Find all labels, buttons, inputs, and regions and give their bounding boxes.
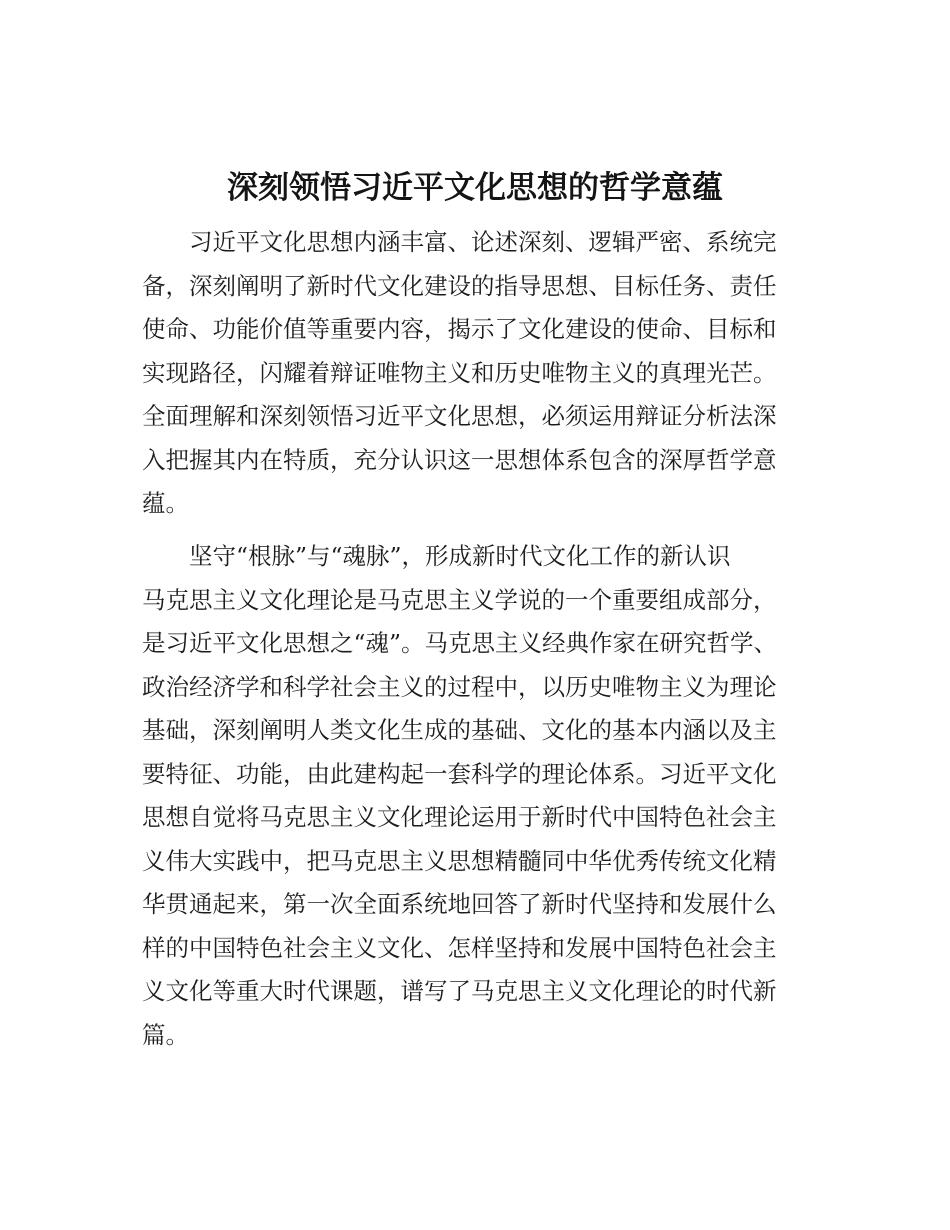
text-line: 义文化等重大时代课题，谱写了马克思主义文化理论的时代新 — [142, 977, 777, 1005]
text-line: 政治经济学和科学社会主义的过程中，以历史唯物主义为理论 — [142, 672, 777, 701]
paragraph-2 — [142, 535, 824, 1057]
text-line: 要特征、功能，由此建构起一套科学的理论体系。习近平文化 — [142, 759, 777, 788]
text-line: 华贯通起来，第一次全面系统地回答了新时代坚持和发展什么 — [142, 890, 777, 918]
text-line: 蕴。 — [142, 489, 189, 517]
section-heading-line: 坚守“根脉”与“魂脉”，形成新时代文化工作的新认识 — [189, 542, 731, 570]
text-line: 篇。 — [142, 1020, 189, 1049]
text-line: 实现路径，闪耀着辩证唯物主义和历史唯物主义的真理光芒。 — [142, 358, 777, 387]
text-line: 习近平文化思想内涵丰富、论述深刻、逻辑严密、系统完 — [189, 228, 777, 256]
text-line: 马克思主义文化理论是马克思主义学说的一个重要组成部分， — [142, 585, 777, 614]
text-line: 入把握其内在特质，充分认识这一思想体系包含的深厚哲学意 — [142, 445, 777, 474]
text-line: 备，深刻阐明了新时代文化建设的指导思想、目标任务、责任 — [142, 271, 777, 300]
text-line: 是习近平文化思想之“魂”。马克思主义经典作家在研究哲学、 — [142, 629, 778, 657]
text-line: 样的中国特色社会主义文化、怎样坚持和发展中国特色社会主 — [142, 933, 777, 962]
text-line: 思想自觉将马克思主义文化理论运用于新时代中国特色社会主 — [142, 803, 777, 831]
text-line: 全面理解和深刻领悟习近平文化思想，必须运用辩证分析法深 — [142, 402, 777, 430]
text-line: 使命、功能价值等重要内容，揭示了文化建设的使命、目标和 — [142, 315, 777, 343]
paragraph-1 — [142, 221, 824, 526]
text-line: 基础，深刻阐明人类文化生成的基础、文化的基本内涵以及主 — [142, 716, 777, 744]
document-title: 深刻领悟习近平文化思想的哲学意蕴 — [227, 170, 723, 206]
text-line: 义伟大实践中，把马克思主义思想精髓同中华优秀传统文化精 — [142, 846, 777, 875]
